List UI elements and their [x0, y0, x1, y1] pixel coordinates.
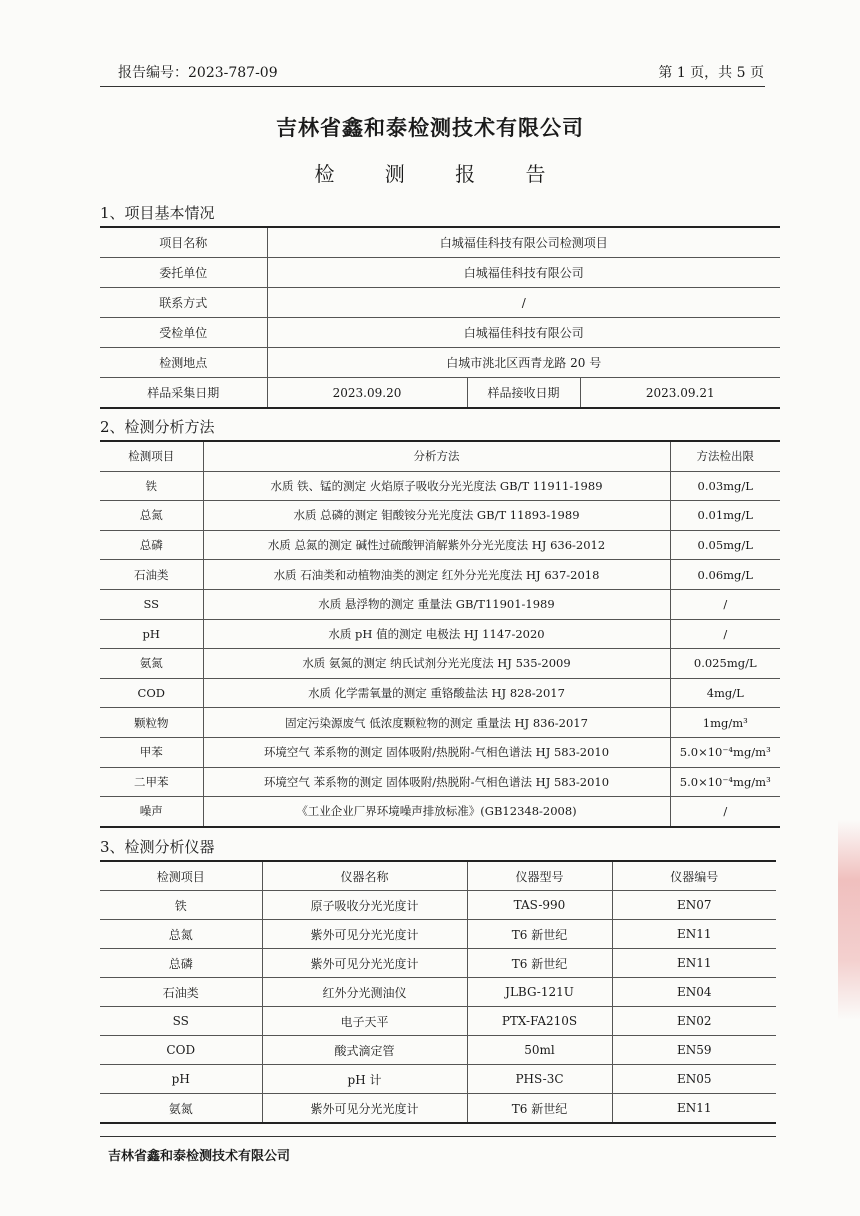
column-header: 检测项目	[100, 861, 262, 891]
table-row	[100, 891, 776, 920]
section3-title: 3、检测分析仪器	[100, 838, 215, 856]
column-header: 仪器编号	[612, 861, 776, 891]
table-row	[100, 649, 780, 679]
section2-title: 2、检测分析方法	[100, 418, 215, 436]
table-row	[100, 678, 780, 708]
table-row	[100, 737, 780, 767]
row-value: 白城福佳科技有限公司检测项目	[267, 227, 780, 258]
table-header-row	[100, 861, 776, 891]
cell-model: JLBG-121U	[467, 978, 612, 1007]
methods-table	[100, 440, 780, 828]
table-row	[100, 378, 780, 409]
cell-limit: 5.0×10⁻⁴mg/m³	[670, 737, 780, 767]
row-label: 委托单位	[100, 258, 267, 288]
row-value: 白城福佳科技有限公司	[267, 258, 780, 288]
cell-name: 电子天平	[262, 1007, 467, 1036]
row-value: 白城福佳科技有限公司	[267, 318, 780, 348]
row-value: /	[267, 288, 780, 318]
document-title: 检 测 报 告	[314, 162, 568, 186]
table-row	[100, 1065, 776, 1094]
table-row	[100, 978, 776, 1007]
cell-item: 总磷	[100, 949, 262, 978]
table-row	[100, 1036, 776, 1065]
cell-model: T6 新世纪	[467, 1094, 612, 1124]
row-value: 白城市洮北区西青龙路 20 号	[267, 348, 780, 378]
cell-name: 紫外可见分光光度计	[262, 920, 467, 949]
row-label: 联系方式	[100, 288, 267, 318]
row-label: 项目名称	[100, 227, 267, 258]
cell-item: SS	[100, 589, 203, 619]
sample-date-label: 样品采集日期	[100, 378, 267, 409]
table-row	[100, 1007, 776, 1036]
table-row	[100, 258, 780, 288]
page-info: 第 1 页，共 5 页	[658, 65, 764, 81]
cell-method: 《工业企业厂界环境噪声排放标准》(GB12348-2008)	[203, 797, 670, 827]
cell-model: 50ml	[467, 1036, 612, 1065]
cell-code: EN59	[612, 1036, 776, 1065]
cell-item: 总磷	[100, 530, 203, 560]
cell-method: 水质 总磷的测定 钼酸铵分光光度法 GB/T 11893-1989	[203, 501, 670, 531]
cell-name: 原子吸收分光光度计	[262, 891, 467, 920]
section1-title: 1、项目基本情况	[100, 204, 215, 222]
receive-date: 2023.09.21	[580, 378, 780, 409]
cell-item: pH	[100, 1065, 262, 1094]
cell-model: T6 新世纪	[467, 949, 612, 978]
table-row	[100, 227, 780, 258]
cell-limit: 1mg/m³	[670, 708, 780, 738]
cell-limit: 0.01mg/L	[670, 501, 780, 531]
cell-code: EN07	[612, 891, 776, 920]
cell-item: 石油类	[100, 978, 262, 1007]
table-row	[100, 920, 776, 949]
row-label: 受检单位	[100, 318, 267, 348]
report-number: 报告编号：2023-787-09	[118, 65, 278, 81]
cell-item: 石油类	[100, 560, 203, 590]
cell-method: 水质 总氮的测定 碱性过硫酸钾消解紫外分光光度法 HJ 636-2012	[203, 530, 670, 560]
sample-date: 2023.09.20	[267, 378, 467, 409]
cell-limit: /	[670, 589, 780, 619]
cell-item: 颗粒物	[100, 708, 203, 738]
table-row	[100, 471, 780, 501]
cell-item: 总氮	[100, 920, 262, 949]
table-row	[100, 797, 780, 827]
cell-limit: 5.0×10⁻⁴mg/m³	[670, 767, 780, 797]
table-row	[100, 560, 780, 590]
cell-code: EN02	[612, 1007, 776, 1036]
cell-item: COD	[100, 678, 203, 708]
table-row	[100, 530, 780, 560]
cell-model: PTX-FA210S	[467, 1007, 612, 1036]
company-title: 吉林省鑫和泰检测技术有限公司	[276, 116, 584, 140]
cell-item: 氨氮	[100, 649, 203, 679]
cell-item: 铁	[100, 471, 203, 501]
column-header: 方法检出限	[670, 441, 780, 471]
cell-name: 紫外可见分光光度计	[262, 1094, 467, 1124]
cell-item: 总氮	[100, 501, 203, 531]
cell-method: 水质 悬浮物的测定 重量法 GB/T11901-1989	[203, 589, 670, 619]
cell-item: SS	[100, 1007, 262, 1036]
project-info-table	[100, 226, 780, 409]
cell-code: EN05	[612, 1065, 776, 1094]
cell-name: 红外分光测油仪	[262, 978, 467, 1007]
row-label: 检测地点	[100, 348, 267, 378]
cell-limit: 4mg/L	[670, 678, 780, 708]
cell-limit: /	[670, 797, 780, 827]
cell-limit: 0.025mg/L	[670, 649, 780, 679]
receive-date-label: 样品接收日期	[467, 378, 580, 409]
cell-item: 甲苯	[100, 737, 203, 767]
cell-code: EN11	[612, 920, 776, 949]
instruments-table	[100, 860, 776, 1124]
cell-code: EN11	[612, 1094, 776, 1124]
cell-limit: 0.06mg/L	[670, 560, 780, 590]
cell-code: EN11	[612, 949, 776, 978]
cell-method: 环境空气 苯系物的测定 固体吸附/热脱附-气相色谱法 HJ 583-2010	[203, 767, 670, 797]
cell-item: COD	[100, 1036, 262, 1065]
cell-method: 水质 石油类和动植物油类的测定 红外分光光度法 HJ 637-2018	[203, 560, 670, 590]
cell-limit: 0.03mg/L	[670, 471, 780, 501]
cell-item: 氨氮	[100, 1094, 262, 1124]
cell-model: T6 新世纪	[467, 920, 612, 949]
footer-company: 吉林省鑫和泰检测技术有限公司	[108, 1149, 291, 1164]
cell-method: 水质 化学需氧量的测定 重铬酸盐法 HJ 828-2017	[203, 678, 670, 708]
red-seal-stamp-edge	[838, 820, 860, 1020]
cell-method: 水质 氨氮的测定 纳氏试剂分光光度法 HJ 535-2009	[203, 649, 670, 679]
cell-name: pH 计	[262, 1065, 467, 1094]
cell-item: 铁	[100, 891, 262, 920]
column-header: 检测项目	[100, 441, 203, 471]
cell-limit: 0.05mg/L	[670, 530, 780, 560]
column-header: 仪器型号	[467, 861, 612, 891]
cell-name: 紫外可见分光光度计	[262, 949, 467, 978]
table-row	[100, 619, 780, 649]
cell-code: EN04	[612, 978, 776, 1007]
cell-model: TAS-990	[467, 891, 612, 920]
cell-item: pH	[100, 619, 203, 649]
cell-name: 酸式滴定管	[262, 1036, 467, 1065]
column-header: 分析方法	[203, 441, 670, 471]
table-row	[100, 348, 780, 378]
table-row	[100, 949, 776, 978]
header-divider	[100, 86, 765, 87]
cell-limit: /	[670, 619, 780, 649]
table-row	[100, 708, 780, 738]
cell-method: 水质 铁、锰的测定 火焰原子吸收分光光度法 GB/T 11911-1989	[203, 471, 670, 501]
table-row	[100, 318, 780, 348]
table-row	[100, 589, 780, 619]
cell-method: 环境空气 苯系物的测定 固体吸附/热脱附-气相色谱法 HJ 583-2010	[203, 737, 670, 767]
table-header-row	[100, 441, 780, 471]
cell-item: 二甲苯	[100, 767, 203, 797]
footer-divider	[100, 1136, 776, 1137]
table-row	[100, 288, 780, 318]
cell-model: PHS-3C	[467, 1065, 612, 1094]
cell-method: 水质 pH 值的测定 电极法 HJ 1147-2020	[203, 619, 670, 649]
cell-method: 固定污染源废气 低浓度颗粒物的测定 重量法 HJ 836-2017	[203, 708, 670, 738]
column-header: 仪器名称	[262, 861, 467, 891]
table-row	[100, 501, 780, 531]
table-row	[100, 1094, 776, 1124]
table-row	[100, 767, 780, 797]
cell-item: 噪声	[100, 797, 203, 827]
